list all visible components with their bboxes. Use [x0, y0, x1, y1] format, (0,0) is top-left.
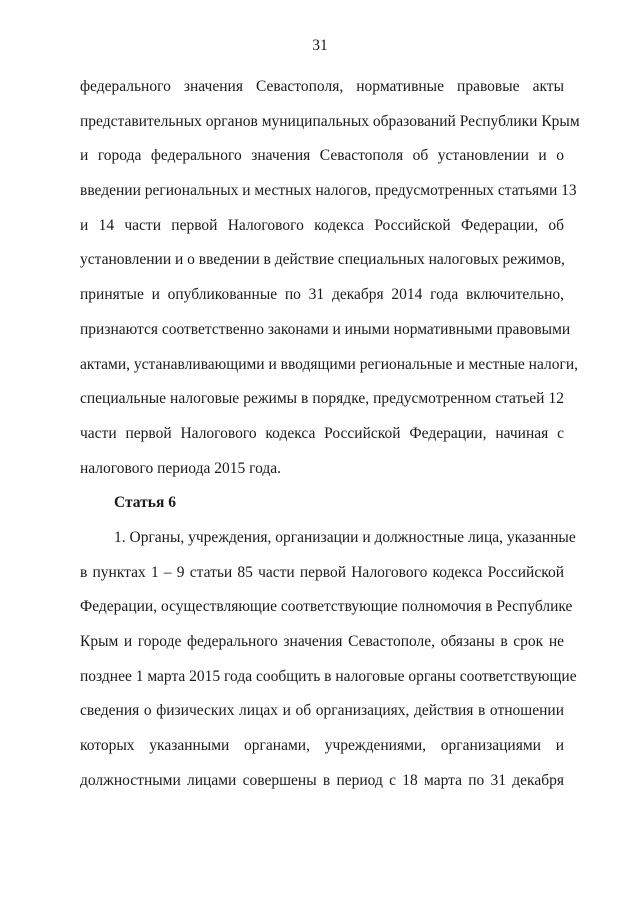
text-line: и города федерального значения Севастополя об установлении и о	[80, 147, 564, 165]
text-line: актами, устанавливающими и вводящими региональные и местные налоги,	[80, 355, 578, 373]
text-line: признаются соответственно законами и иными нормативными правовыми	[80, 320, 571, 338]
text-line: налогового периода 2015 года.	[80, 459, 282, 477]
text-line: позднее 1 марта 2015 года сообщить в налоговые органы соответствующие	[80, 667, 577, 685]
text-line: 1. Органы, учреждения, организации и должностные лица, указанные	[114, 528, 576, 546]
text-line: и 14 части первой Налогового кодекса Российской Федерации, об	[80, 216, 564, 234]
text-line: должностными лицами совершены в период с 18 марта по 31 декабря	[80, 771, 564, 789]
text-line: федерального значения Севастополя, нормативные правовые акты	[80, 78, 564, 95]
text-line: Федерации, осуществляющие соответствующие полномочия в Республике	[80, 598, 573, 616]
article-heading: Статья 6	[114, 494, 176, 512]
text-line: части первой Налогового кодекса Российской Федерации, начиная с	[80, 424, 564, 442]
article-6-paragraph-1	[80, 521, 577, 799]
text-line: сведения о физических лицах и об организациях, действия в отношении	[80, 702, 564, 720]
text-line: Крым и городе федерального значения Севастополе, обязаны в срок не	[80, 633, 564, 650]
text-line: специальные налоговые режимы в порядке, предусмотренном статьей 12	[80, 390, 564, 408]
text-line: которых указанными органами, учреждениями, организациями и	[80, 737, 564, 755]
document-body	[80, 70, 580, 798]
text-line: введении региональных и местных налогов, предусмотренных статьями 13	[80, 182, 577, 200]
page-number: 31	[312, 37, 328, 54]
text-line: представительных органов муниципальных образований Республики Крым	[80, 112, 580, 130]
paragraph-1	[80, 70, 580, 486]
text-line: принятые и опубликованные по 31 декабря 2014 года включительно,	[80, 286, 564, 304]
text-line: в пунктах 1 – 9 статьи 85 части первой Налогового кодекса Российской	[80, 563, 564, 581]
text-line: установлении и о введении в действие специальных налоговых режимов,	[80, 251, 565, 269]
